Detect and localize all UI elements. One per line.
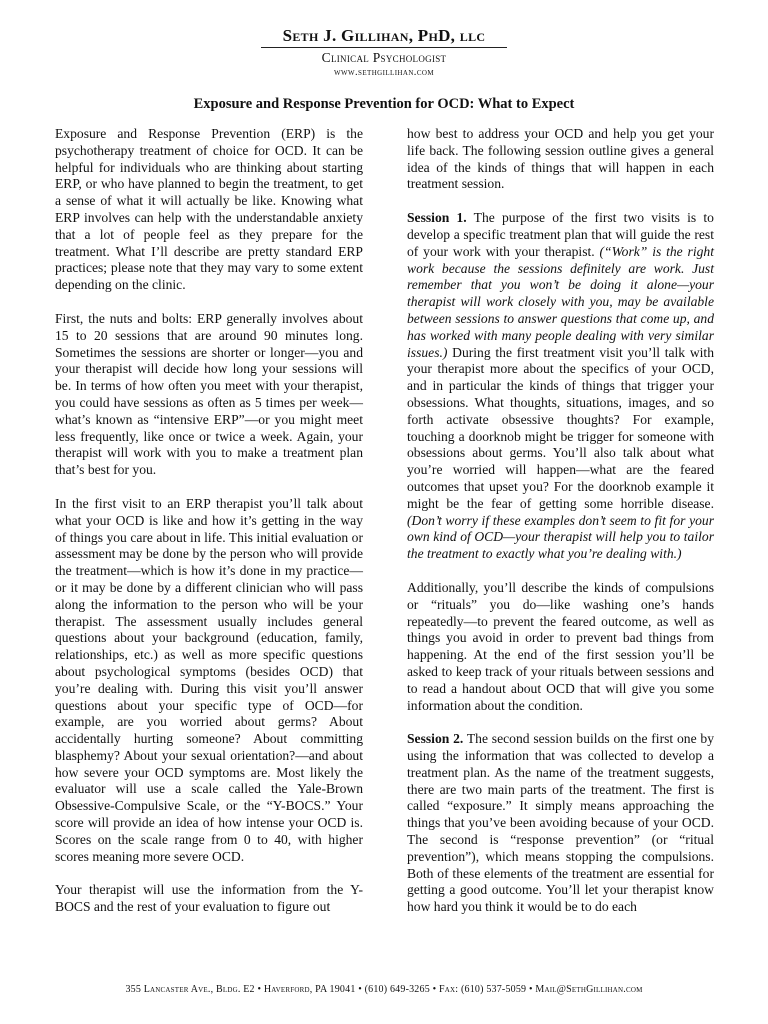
- right-column: [407, 126, 714, 933]
- session-1-paragraph: [407, 210, 714, 563]
- session-2-label: Session 2.: [407, 731, 464, 747]
- nuts-and-bolts-paragraph: First, the nuts and bolts: ERP generally involves about 15 to 20 sessions that are around 90 minutes long. Sometimes the sessions are shorter or longer—you and your therapist will decide how long your sessions will be. In terms of how often you meet with your therapist, you could have sessions as often as 5 times per week—what’s known as “intensive ERP”—or you might meet less frequently, like once or twice a week. Again, your therapist will work with you to make a treatment plan that’s best for you.: [55, 310, 363, 478]
- session-1-label: Session 1.: [407, 210, 467, 226]
- session-1-body: During the first treatment visit you’ll talk with your therapist more about the specifics of your OCD, and in particular the kinds of things that trigger your obsessions. What thoughts, situations, images, and so forth activate obsessive thoughts? For example, touching a doorknob might be trigger for someone with obsessions about germs. You’ll also talk about what you’re worried will happen—what are the feared outcomes that upset you? For the doorknob example it might be the fear of getting some horrible disease.: [407, 344, 714, 511]
- letterhead: [0, 26, 768, 78]
- document-title: Exposure and Response Prevention for OCD: What to Expect: [193, 96, 575, 112]
- ybocs-paragraph: Your therapist will use the information from the Y-BOCS and the rest of your evaluation to figure out: [55, 882, 363, 915]
- practitioner-title: Clinical Psychologist: [321, 50, 447, 65]
- footer-contact: 355 Lancaster Ave., Bldg. E2 • Haverford, PA 19041 • (610) 649-3265 • Fax: (610) 537-5059 • Mail@SethGillihan.com: [125, 984, 643, 995]
- session-1-note: (“Work” is the right work because the sessions definitely are work. Just remember that you won’t be doing it alone—your therapist will work closely with you, may be available between sessions to answer questions that come up, and has worked with many people dealing with very similar issues.): [407, 243, 714, 360]
- session-1-intro: The purpose of the first two visits is to develop a specific treatment plan that will guide the rest of your work with your therapist.: [407, 210, 714, 259]
- practitioner-name: Seth J. Gillihan, PhD, llc: [261, 26, 508, 48]
- session-2-body: The second session builds on the first one by using the information that was collected to develop a treatment plan. As the name of the treatment suggests, there are two main parts of the treatment. The first is called “exposure.” It simply means approaching the things that you’ve been avoiding because of your OCD. The second is “response prevention” (or “ritual prevention”), which means stopping the compulsions. Both of these elements of the treatment are essential for getting a good outcome. You’ll let your therapist know how hard you think it would be to do each: [407, 731, 714, 915]
- website-link[interactable]: www.sethgillihan.com: [334, 67, 434, 78]
- continuation-paragraph: how best to address your OCD and help you get your life back. The following session outline gives a general idea of the kinds of things that will happen in each treatment session.: [407, 126, 714, 192]
- session-2-paragraph: [407, 731, 714, 916]
- intro-paragraph: Exposure and Response Prevention (ERP) is the psychotherapy treatment of choice for OCD. It can be helpful for individuals who are thinking about starting ERP, or who have planned to begin the treatment, to get a sense of what it will actually be like. Knowing what ERP involves can help with the understandable anxiety that a lot of people feel as they prepare for the treatment. What I’ll describe are pretty standard ERP practices; please note that they may vary to some extent depending on the clinic.: [55, 126, 363, 293]
- first-visit-paragraph: In the first visit to an ERP therapist you’ll talk about what your OCD is like and how it’s getting in the way of things you care about in life. This initial evaluation or assessment may be done by the person who will provide the treatment—which is how it’s done in my practice—or it may be done by a different clinician who will pass along the information to the person who will be your therapist. The assessment usually includes general questions about your background (education, family, relationships, etc.) as well as more specific questions about psychological symptoms (besides OCD) that you’re dealing with. During this visit you’ll answer questions about your specific type of OCD—for example, are you worried about germs? About accidentally hurting someone? About committing blasphemy? About your sexual orientation?—and about how severe your OCD symptoms are. Most likely the evaluator will use a scale called the Yale-Brown Obsessive-Compulsive Scale, or the “Y-BOCS.” Your score will provide an idea of how intense your OCD is. Scores on the scale range from 0 to 40, with higher scores meaning more severe OCD.: [55, 495, 363, 864]
- left-column: [55, 126, 363, 933]
- compulsions-paragraph: Additionally, you’ll describe the kinds of compulsions or “rituals” you do—like washing one’s hands repeatedly—to prevent the feared outcome, as well as things you avoid in order to prevent bad things from happening. At the end of the first session you’ll be asked to keep track of your rituals between sessions and to read a handout about OCD that will give you some information about the condition.: [407, 579, 714, 713]
- session-1-note-2: (Don’t worry if these examples don’t seem to fit for your own kind of OCD—your therapist will help you to tailor the treatment to exactly what you’re dealing with.): [407, 512, 714, 562]
